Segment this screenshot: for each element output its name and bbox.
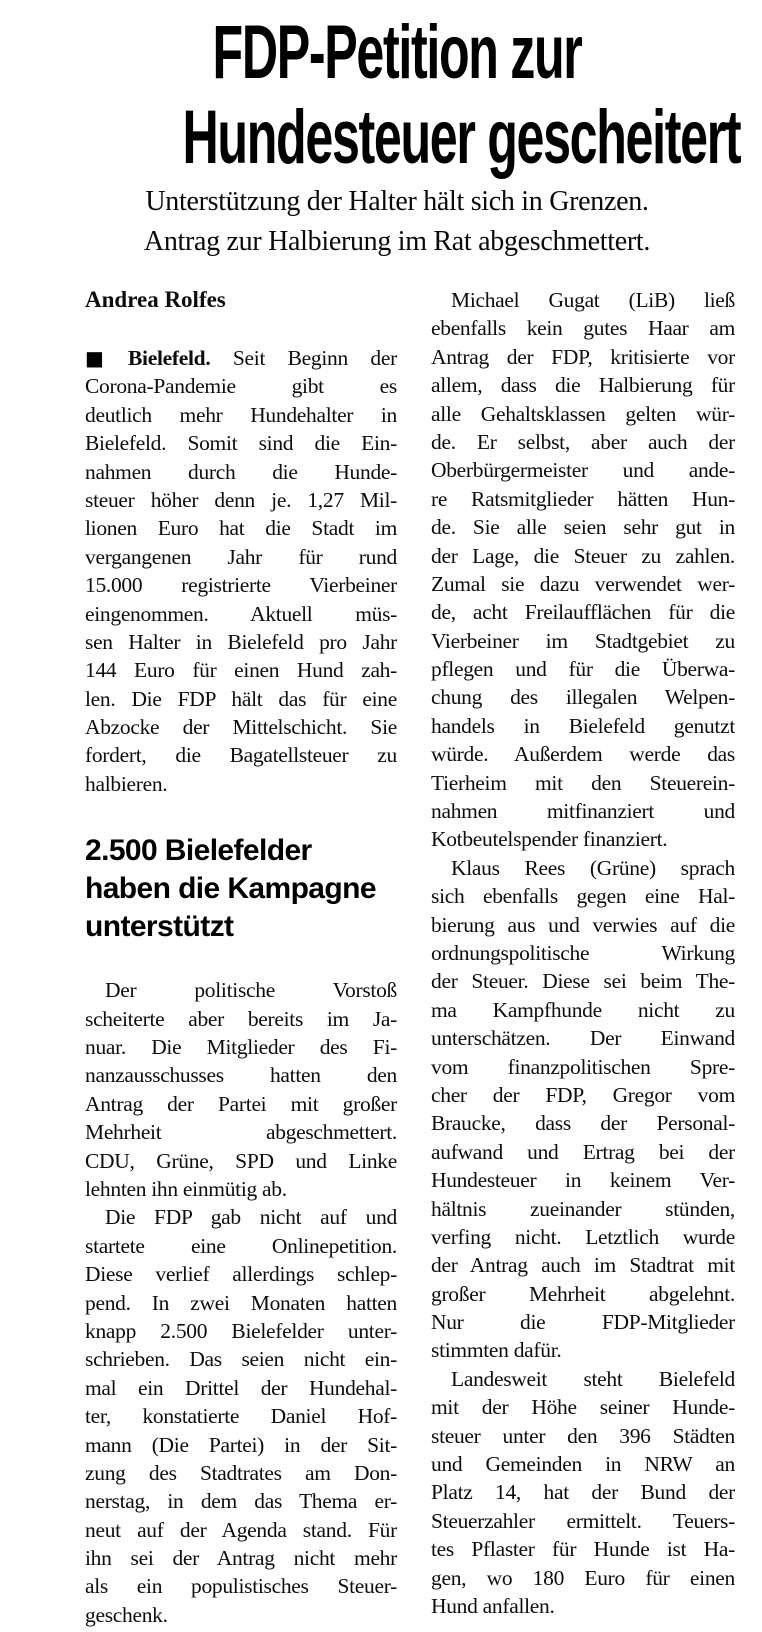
paragraph-1-lines: [85, 372, 397, 798]
text-line: de. Sie alle seien sehr gut in: [431, 515, 735, 540]
text-line: mit der Höhe seiner Hunde-: [431, 1395, 735, 1420]
text-line: de. Er selbst, aber auch der: [431, 429, 735, 454]
text-line: ihn sei der Antrag nicht mehr: [85, 1546, 397, 1571]
text-line: Landesweit steht Bielefeld: [451, 1366, 735, 1391]
text-line: Corona-Pandemie gibt es: [85, 374, 397, 399]
text-line: startete eine Onlinepetition.: [85, 1233, 397, 1258]
text-line: als ein populistisches Steuer-: [85, 1574, 397, 1599]
text-line: Die FDP gab nicht auf und: [105, 1205, 397, 1230]
headline-line-1: FDP-Petition zur: [212, 10, 582, 95]
text-line: gen, wo 180 Euro für einen: [431, 1565, 735, 1590]
section-subheading: [85, 832, 397, 946]
text-line: lionen Euro hat die Stadt im: [85, 516, 397, 541]
text-line: Tierheim mit den Steuerein-: [431, 770, 735, 795]
text-line: Abzocke der Mittelschicht. Sie: [85, 715, 397, 740]
text-line: pend. In zwei Monaten hatten: [85, 1290, 397, 1315]
text-line: alle Gehaltsklassen gelten wür-: [431, 401, 735, 426]
paragraph-6: [431, 1365, 735, 1621]
text-line: Zumal sie dazu verwendet wer-: [431, 571, 735, 596]
subheadline-line: Antrag zur Halbierung im Rat abgeschmettert.: [143, 226, 651, 257]
text-line: Vierbeiner im Stadtgebiet zu: [431, 628, 735, 653]
text-line: der Steuer. Diese sei beim The-: [431, 969, 735, 994]
text-line: Steuerzahler ermittelt. Teuers-: [431, 1508, 735, 1533]
text-line: nerstag, in dem das Thema er-: [85, 1489, 397, 1514]
text-line: ter, konstatierte Daniel Hof-: [85, 1404, 397, 1429]
text-line: zung des Stadtrates am Don-: [85, 1460, 397, 1485]
paragraph-3: [85, 1203, 397, 1629]
text-line: chung des illegalen Welpen-: [431, 685, 735, 710]
text-line: Mehrheit abgeschmettert.: [85, 1120, 397, 1145]
text-line: hältnis zueinander stünden,: [431, 1196, 735, 1221]
text-line: handels in Bielefeld genutzt: [431, 713, 735, 738]
text-line: aufwand und Ertrag bei der: [431, 1139, 735, 1164]
text-line: scheiterte aber bereits im Ja-: [85, 1006, 397, 1031]
text-line: eingenommen. Aktuell müs-: [85, 601, 397, 626]
subheading-line: 2.500 Bielefelder: [85, 834, 312, 868]
text-line: würde. Außerdem werde das: [431, 742, 735, 767]
text-line: unterschätzen. Der Einwand: [431, 1026, 735, 1051]
text-line: vom finanzpolitischen Spre-: [431, 1054, 735, 1079]
text-line: mal ein Drittel der Hundehal-: [85, 1375, 397, 1400]
text-line: und Gemeinden in NRW an: [431, 1452, 735, 1477]
text-line: Oberbürgermeister und ande-: [431, 458, 735, 483]
text-line: nahmen mitfinanziert und: [431, 799, 735, 824]
text-line: sich ebenfalls gegen eine Hal-: [431, 884, 735, 909]
text-line: schrieben. Das seien nicht ein-: [85, 1347, 397, 1372]
subheadline: [72, 182, 722, 262]
text-line: nahmen durch die Hunde-: [85, 459, 397, 484]
text-line: lehnten ihn einmütig ab.: [85, 1176, 287, 1201]
text-line: stimmten dafür.: [431, 1338, 562, 1363]
subheadline-line: Unterstützung der Halter hält sich in Grenzen.: [145, 186, 649, 217]
text-line: Antrag der Partei mit großer: [85, 1091, 397, 1116]
text-line: neut auf der Agenda stand. Für: [85, 1517, 397, 1542]
text-line: ebenfalls kein gutes Haar am: [431, 316, 735, 341]
text-line: sen Halter in Bielefeld pro Jahr: [85, 629, 397, 654]
text-line: de, acht Freilaufflächen für die: [431, 600, 735, 625]
text-line: Der politische Vorstoß: [105, 978, 397, 1003]
text-line: verfing nicht. Letztlich wurde: [431, 1224, 735, 1249]
subheading-line: haben die Kampagne: [85, 872, 376, 906]
text-line: 15.000 registrierte Vierbeiner: [85, 573, 397, 598]
text-line: ma Kampfhunde nicht zu: [431, 997, 735, 1022]
text-line: ordnungspolitische Wirkung: [431, 940, 735, 965]
paragraph-4: [431, 286, 735, 854]
text-line: pflegen und für die Überwa-: [431, 657, 735, 682]
paragraph-2: [85, 976, 397, 1203]
text-line: Hund anfallen.: [431, 1593, 555, 1618]
text-line: Braucke, dass der Personal-: [431, 1111, 735, 1136]
text-line: re Ratsmitglieder hätten Hun-: [431, 486, 735, 511]
text-line: knapp 2.500 Bielefelder unter-: [85, 1318, 397, 1343]
paragraph-1: [85, 344, 397, 798]
text-line: vergangenen Jahr für rund: [85, 544, 397, 569]
text-line: geschenk.: [85, 1602, 168, 1627]
dateline: Bielefeld.: [128, 346, 211, 370]
text-line: allem, dass die Halbierung für: [431, 373, 735, 398]
text-line: Nur die FDP-Mitglieder: [431, 1310, 735, 1335]
text-line: 144 Euro für einen Hund zah-: [85, 658, 397, 683]
lead-line-text: Seit Beginn der: [210, 346, 397, 370]
text-line: Diese verlief allerdings schlep-: [85, 1262, 397, 1287]
paragraph-marker-icon: ■: [85, 346, 122, 370]
text-line: tes Pflaster für Hunde ist Ha-: [431, 1537, 735, 1562]
text-line: der Lage, die Steuer zu zahlen.: [431, 543, 735, 568]
text-line: deutlich mehr Hundehalter in: [85, 402, 397, 427]
text-line: steuer unter den 396 Städten: [431, 1423, 735, 1448]
text-line: Hundesteuer in keinem Ver-: [431, 1168, 735, 1193]
text-line: nuar. Die Mitglieder des Fi-: [85, 1035, 397, 1060]
text-line: bierung aus und verwies auf die: [431, 912, 735, 937]
text-line: steuer höher denn je. 1,27 Mil-: [85, 487, 397, 512]
text-line: fordert, die Bagatellsteuer zu: [85, 743, 397, 768]
text-line: der Antrag auch im Stadtrat mit: [431, 1253, 735, 1278]
lead-line: [85, 344, 397, 372]
right-column: [431, 286, 735, 1629]
subheading-line: unterstützt: [85, 910, 234, 944]
text-line: Bielefeld. Somit sind die Ein-: [85, 431, 397, 456]
left-column: [85, 286, 397, 1629]
text-line: Klaus Rees (Grüne) sprach: [451, 855, 735, 880]
article-header: [72, 10, 741, 262]
paragraph-5: [431, 854, 735, 1365]
text-line: großer Mehrheit abgelehnt.: [431, 1281, 735, 1306]
text-line: len. Die FDP hält das für eine: [85, 686, 397, 711]
text-line: cher der FDP, Gregor vom: [431, 1082, 735, 1107]
headline: [72, 10, 741, 180]
text-line: Kotbeutelspender finanziert.: [431, 827, 668, 852]
text-line: Michael Gugat (LiB) ließ: [451, 288, 735, 312]
article-columns: [85, 286, 735, 1629]
byline: Andrea Rolfes: [85, 287, 226, 312]
text-line: CDU, Grüne, SPD und Linke: [85, 1148, 397, 1173]
text-line: halbieren.: [85, 771, 168, 796]
text-line: mann (Die Partei) in der Sit-: [85, 1432, 397, 1457]
text-line: Antrag der FDP, kritisierte vor: [431, 344, 735, 369]
text-line: Platz 14, hat der Bund der: [431, 1480, 735, 1505]
text-line: nanzausschusses hatten den: [85, 1063, 397, 1088]
headline-line-2: Hundesteuer gescheitert: [182, 95, 741, 180]
